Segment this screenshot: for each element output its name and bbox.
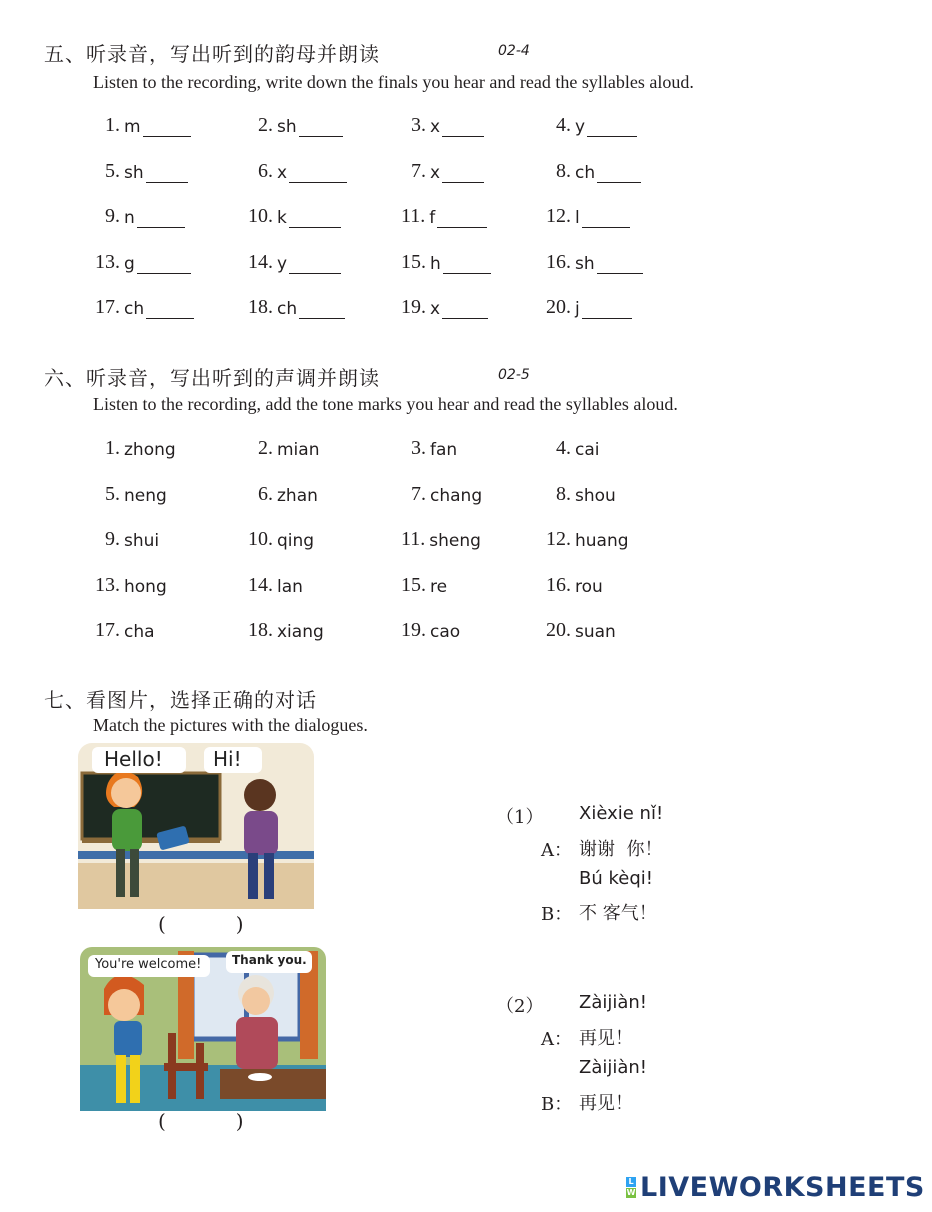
logo-blocks-icon [626,1177,636,1198]
section5-item [248,205,341,228]
section6-item [258,437,319,460]
item-number: 1. [105,437,120,459]
section5-item [95,251,191,274]
answer-blank[interactable] [442,164,484,183]
answer-blank[interactable] [289,209,341,228]
answer-blank[interactable] [597,164,641,183]
section5-item [248,251,341,274]
item-syllable: rou [575,577,603,597]
item-number: 20. [546,296,571,318]
section6-item [556,437,600,460]
dialogue2-a-chinese: 再见！ [579,1028,633,1049]
answer-blank[interactable] [299,118,343,137]
section6-item [248,574,303,597]
item-syllable: xiang [277,622,324,642]
answer-blank[interactable] [582,300,632,319]
item-number: 10. [248,528,273,550]
section5-item [95,296,194,319]
picture-hello [78,743,314,909]
section5-item [546,251,643,274]
logo-letter-l: L [626,1177,636,1187]
item-syllable: ch [277,299,298,319]
item-syllable: f [429,208,436,228]
answer-blank[interactable] [299,300,345,319]
section6-item [546,528,629,551]
item-syllable: huang [575,531,629,551]
item-number: 19. [401,619,426,641]
section6-item [258,483,318,506]
item-syllable: zhan [277,486,318,506]
section5-instruction: Listen to the recording, write down the finals you hear and read the syllables aloud. [93,72,694,92]
section6-item [248,619,324,642]
dialogue1-a-pinyin: Xièxie nǐ! [579,803,664,824]
section6-item [401,528,481,551]
section6-item [105,483,167,506]
dialogue2-b-pinyin: Zàijiàn! [579,1057,648,1078]
speech-bubble-hi [204,747,262,773]
answer-blank[interactable] [289,255,341,274]
dialogue2-a-label: A： [541,1029,572,1050]
answer-blank[interactable] [146,300,194,319]
item-number: 5. [105,483,120,505]
item-number: 18. [248,296,273,318]
bubble-thanks-text: Thank you. [232,953,307,967]
item-number: 8. [556,483,571,505]
section6-item [401,619,460,642]
dialogue2-b-chinese: 再见！ [579,1093,633,1114]
section6-item [411,437,457,460]
section5-item [105,205,185,228]
item-number: 20. [546,619,571,641]
item-syllable: sh [124,163,144,183]
item-number: 5. [105,160,120,182]
section6-item [95,574,167,597]
answer-blank[interactable] [137,255,191,274]
dialogue1-b-pinyin: Bú kèqi! [579,868,653,889]
answer-blank[interactable] [137,209,185,228]
picture2-answer-blank[interactable]: ( ) [158,1109,244,1133]
section5-item [411,114,484,137]
section6-title: 六、听录音，写出听到的声调并朗读 [44,366,380,390]
answer-blank[interactable] [146,164,188,183]
item-number: 8. [556,160,571,182]
item-number: 17. [95,619,120,641]
item-syllable: shou [575,486,616,506]
item-number: 12. [546,528,571,550]
answer-blank[interactable] [442,118,484,137]
speech-bubble-welcome [88,955,210,977]
item-number: 15. [401,574,426,596]
section5-item [401,296,488,319]
item-number: 16. [546,574,571,596]
dialogue1-b-chinese: 不 客气！ [579,903,657,924]
answer-blank[interactable] [437,209,487,228]
answer-blank[interactable] [289,164,347,183]
item-syllable: shui [124,531,160,551]
item-syllable: ch [575,163,596,183]
answer-blank[interactable] [597,255,643,274]
item-number: 14. [248,251,273,273]
logo-letter-w: W [626,1188,636,1197]
section5-item [556,114,637,137]
item-syllable: re [430,577,448,597]
section5-item [258,114,343,137]
item-syllable: n [124,208,135,228]
dialogue1-a-chinese: 谢谢 你！ [579,839,663,860]
item-number: 9. [105,528,120,550]
speech-bubble-thanks [226,951,312,973]
section6-item [105,528,159,551]
item-syllable: x [277,163,288,183]
section7-title: 七、看图片，选择正确的对话 [44,688,317,712]
item-syllable: chang [430,486,483,506]
item-syllable: l [575,208,580,228]
section5-item [401,251,491,274]
section6-instruction: Listen to the recording, add the tone marks you hear and read the syllables aloud. [93,394,678,414]
item-syllable: ch [124,299,145,319]
dialogue1-label: （1） [496,807,544,828]
item-syllable: g [124,254,135,274]
item-syllable: k [277,208,287,228]
dialogue2-label: （2） [496,996,544,1017]
item-syllable: cai [575,440,600,460]
section5-item [258,160,347,183]
item-syllable: neng [124,486,167,506]
item-number: 13. [95,574,120,596]
item-number: 16. [546,251,571,273]
item-syllable: y [575,117,586,137]
bubble-hello-text: Hello! [104,747,163,771]
item-number: 13. [95,251,120,273]
section6-item [546,619,616,642]
item-number: 11. [401,528,426,550]
item-syllable: fan [430,440,458,460]
item-number: 6. [258,483,273,505]
item-number: 1. [105,114,120,136]
bubble-hi-text: Hi! [213,747,242,771]
item-number: 17. [95,296,120,318]
item-syllable: mian [277,440,320,460]
brand-name: LIVEWORKSHEETS [640,1172,925,1203]
liveworksheets-logo[interactable] [626,1172,925,1203]
section5-item [546,205,630,228]
item-number: 12. [546,205,571,227]
dialogue1-b-label: B： [541,904,573,925]
item-syllable: qing [277,531,315,551]
item-number: 10. [248,205,273,227]
section5-item [105,114,191,137]
item-syllable: j [575,299,580,319]
item-syllable: x [430,117,441,137]
section6-item [411,483,482,506]
item-syllable: suan [575,622,616,642]
dialogue2-b-label: B： [541,1094,573,1115]
section7-instruction: Match the pictures with the dialogues. [93,715,368,735]
section5-item [401,205,487,228]
answer-blank[interactable] [587,118,637,137]
item-syllable: m [124,117,141,137]
item-number: 19. [401,296,426,318]
section6-item [95,619,155,642]
item-number: 11. [401,205,426,227]
item-number: 7. [411,483,426,505]
dialogue1-a-label: A： [541,840,572,861]
item-syllable: h [430,254,441,274]
item-number: 7. [411,160,426,182]
item-number: 4. [556,114,571,136]
item-number: 15. [401,251,426,273]
item-syllable: x [430,299,441,319]
item-number: 2. [258,437,273,459]
section5-item [556,160,641,183]
bubble-welcome-text: You're welcome! [95,957,202,972]
item-syllable: cha [124,622,155,642]
item-number: 3. [411,437,426,459]
section6-item [105,437,176,460]
item-number: 14. [248,574,273,596]
section5-item [411,160,484,183]
item-number: 6. [258,160,273,182]
item-syllable: zhong [124,440,176,460]
item-syllable: sh [277,117,297,137]
item-syllable: lan [277,577,303,597]
answer-blank[interactable] [442,300,488,319]
speech-bubble-hello [92,747,186,773]
section6-item [248,528,314,551]
section5-item [105,160,188,183]
section6-code: 02-5 [498,367,530,383]
section5-item [248,296,345,319]
section6-item [546,574,603,597]
item-syllable: x [430,163,441,183]
dialogue2-a-pinyin: Zàijiàn! [579,992,648,1013]
section5-item [546,296,632,319]
item-syllable: y [277,254,288,274]
item-number: 2. [258,114,273,136]
answer-blank[interactable] [443,255,491,274]
item-number: 3. [411,114,426,136]
answer-blank[interactable] [143,118,191,137]
answer-blank[interactable] [582,209,630,228]
item-number: 4. [556,437,571,459]
section6-item [401,574,447,597]
section5-title: 五、听录音，写出听到的韵母并朗读 [44,42,380,66]
picture1-answer-blank[interactable]: ( ) [158,912,244,936]
item-syllable: sh [575,254,595,274]
item-number: 18. [248,619,273,641]
picture-thank-you [80,947,326,1111]
item-syllable: sheng [429,531,481,551]
item-syllable: hong [124,577,167,597]
item-number: 9. [105,205,120,227]
section6-item [556,483,616,506]
section5-code: 02-4 [498,43,530,59]
item-syllable: cao [430,622,461,642]
